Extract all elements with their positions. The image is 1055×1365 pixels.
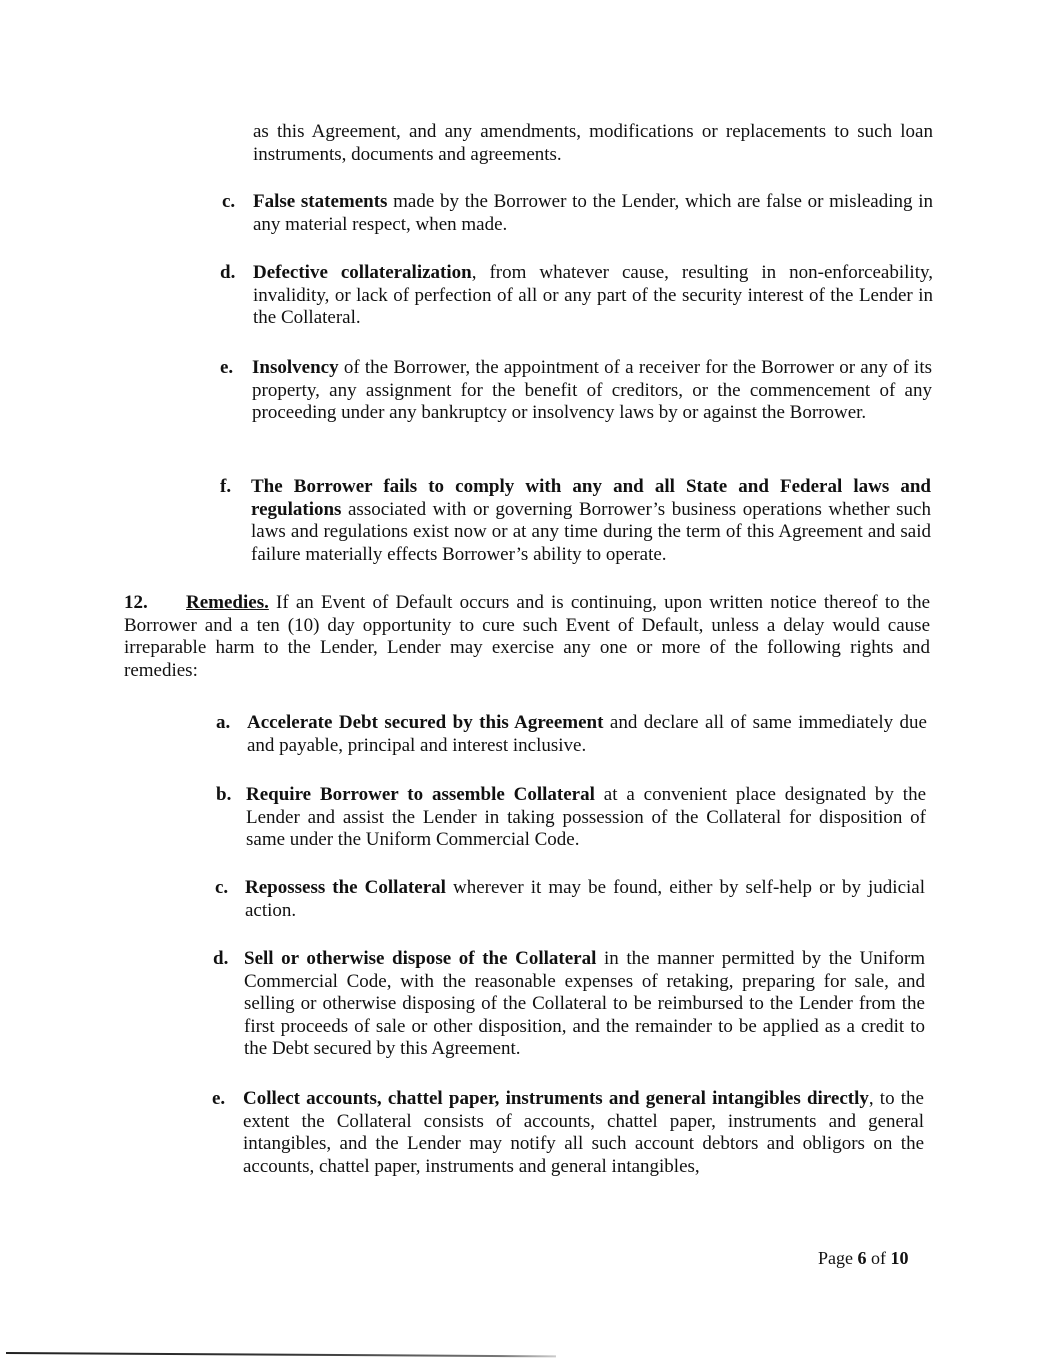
item-heading: Collect accounts, chattel paper, instruments and general intangibles directly (243, 1088, 869, 1109)
section-12-paragraph (124, 592, 930, 682)
item-letter: c. (215, 877, 229, 898)
item-body: at a convenient place designated by the Lender and assist the Lender in taking possession of the Collateral for disposition of same under the Uniform Commercial Code. (246, 784, 927, 850)
item-text (251, 476, 931, 566)
item-heading: Sell or otherwise dispose of the Collateral (244, 948, 597, 969)
item-letter: f. (220, 476, 232, 497)
item-heading: Accelerate Debt secured by this Agreement (247, 712, 604, 733)
item-text (247, 712, 927, 757)
item-text (244, 948, 925, 1061)
item-heading: The Borrower fails to comply with any and all State and Federal laws and regulations (251, 476, 931, 520)
page-total: 10 (890, 1248, 909, 1268)
item-letter: a. (216, 712, 231, 733)
item-text (245, 877, 925, 922)
item-heading: Require Borrower to assemble Collateral (246, 784, 595, 805)
page-number (818, 1248, 909, 1269)
section-title: Remedies. (186, 592, 269, 613)
item-heading: Insolvency (252, 357, 339, 378)
item-letter: e. (220, 357, 234, 378)
item-letter: d. (213, 948, 229, 969)
page-current: 6 (857, 1248, 867, 1268)
item-body: wherever it may be found, either by self-help or by judicial action. (245, 877, 925, 921)
continuation-paragraph (253, 121, 933, 166)
item-letter: c. (222, 191, 236, 212)
item-text (253, 262, 933, 330)
section-number: 12. (124, 592, 148, 613)
continuation-text: as this Agreement, and any amendments, modifications or replacements to such loan instruments, documents and agreements. (253, 121, 933, 165)
item-text (243, 1088, 924, 1178)
item-body: , to the extent the Collateral consists of accounts, chattel paper, instruments and general intangibles, and the Lender may notify all such account debtors and obligors on the accounts, chattel paper, instruments and general intangibles, (243, 1088, 924, 1177)
item-letter: e. (212, 1088, 226, 1109)
item-body: , from whatever cause, resulting in non-enforceability, invalidity, or lack of perfection of all or any part of the security interest of the Lender in the Collateral. (253, 262, 933, 328)
item-heading: Repossess the Collateral (245, 877, 446, 898)
item-text (253, 191, 933, 236)
item-body: of the Borrower, the appointment of a receiver for the Borrower or any of its property, any assignment for the benefit of creditors, or the commencement of any proceeding under any bankruptcy or insolvency laws by or against the Borrower. (252, 357, 932, 423)
item-body: associated with or governing Borrower’s business operations whether such laws and regulations exist now or at any time during the term of this Agreement and said failure materially effects Borrower’s ability to operate. (251, 498, 931, 565)
item-body: and declare all of same immediately due and payable, principal and interest inclusive. (247, 712, 927, 756)
item-body: in the manner permitted by the Uniform Commercial Code, with the reasonable expenses of retaking, preparing for sale, and selling or otherwise disposing of the Collateral to be reimbursed to the Lender from the first proceeds of sale or other disposition, and the remainder to be applied as a credit to the Debt secured by this Agreement. (244, 948, 925, 1059)
page-of: of (871, 1248, 886, 1268)
item-letter: d. (220, 262, 236, 283)
item-letter: b. (216, 784, 232, 805)
scan-artifact-line (6, 1352, 556, 1357)
item-body: made by the Borrower to the Lender, which are false or misleading in any material respect, when made. (253, 191, 933, 235)
section-body: If an Event of Default occurs and is continuing, upon written notice thereof to the Borrower and a ten (10) day opportunity to cure such Event of Default, unless a delay would cause irreparable harm to the Lender, Lender may exercise any one or more of the following rights and remedies: (124, 592, 930, 681)
page-label: Page (818, 1248, 853, 1268)
item-text (246, 784, 926, 852)
item-heading: Defective collateralization (253, 262, 472, 283)
item-heading: False statements (253, 191, 388, 212)
item-text (252, 357, 932, 425)
